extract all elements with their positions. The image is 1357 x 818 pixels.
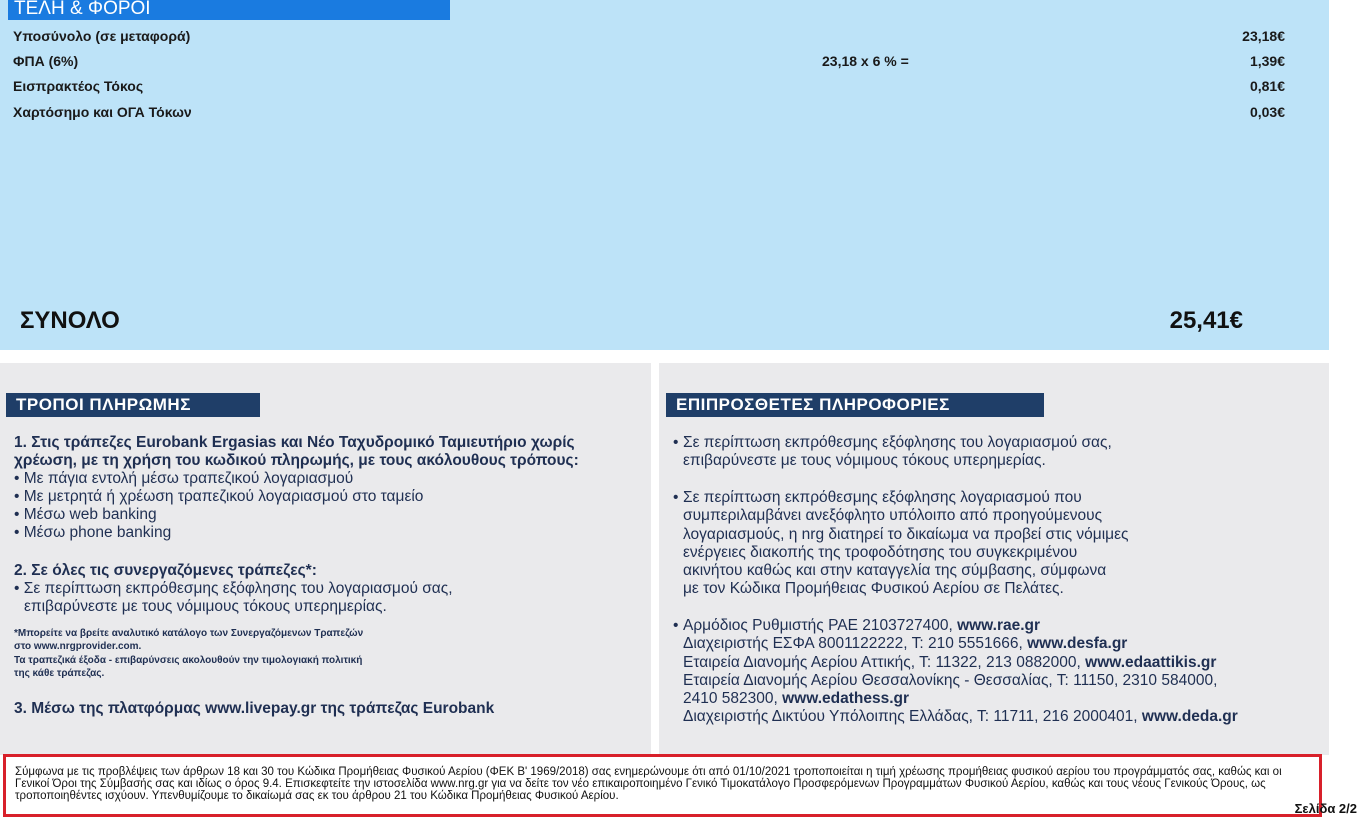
fee-label: Εισπρακτέος Τόκος [13, 78, 144, 94]
payment-s1-item: • Με πάγια εντολή μέσω τραπεζικού λογαριασμού [14, 470, 354, 487]
contact-line: 2410 582300, www.edathess.gr [683, 690, 910, 708]
payment-note-line: της κάθε τράπεζας. [14, 668, 105, 679]
fees-header: ΤΕΛΗ & ΦΟΡΟΙ [8, 0, 450, 20]
contact-line: Διαχειριστής ΕΣΦΑ 8001122222, Τ: 210 5551666, www.desfa.gr [683, 635, 1128, 653]
payment-note-line: Τα τραπεζικά έξοδα - επιβαρύνσεις ακολουθούν την τιμολογιακή πολιτική [14, 655, 363, 666]
fee-calculation: 23,18 x 6 % = [822, 53, 909, 69]
info-line: ακινήτου καθώς και στην καταγγελία της σύμβασης, σύμφωνα [683, 562, 1107, 580]
fee-label: ΦΠΑ (6%) [13, 53, 79, 69]
fee-label: Υποσύνολο (σε μεταφορά) [13, 28, 191, 44]
info-line: συμπεριλαμβάνει ανεξόφλητο υπόλοιπο από προηγούμενους [683, 507, 1103, 525]
payment-s1-item: • Με μετρητά ή χρέωση τραπεζικού λογαριασμού στο ταμείο [14, 488, 424, 505]
contact-link[interactable]: www.rae.gr [957, 617, 1041, 634]
bullet-icon: • [673, 434, 679, 451]
total-amount: 25,41€ [1169, 307, 1243, 334]
payment-note-line: στο www.nrgprovider.com. [14, 641, 142, 652]
fee-row-vat [13, 53, 1285, 73]
contact-line: Διαχειριστής Δικτύου Υπόλοιπης Ελλάδας, Τ: 11711, 216 2000401, www.deda.gr [683, 708, 1238, 726]
payment-s1-line1: 1. Στις τράπεζες Eurobank Ergasias και Νέο Ταχυδρομικό Ταμιευτήριο χωρίς [14, 434, 575, 451]
notice-box [3, 754, 1322, 817]
contact-line: Εταιρεία Διανομής Αερίου Αττικής, Τ: 11322, 213 0882000, www.edaattikis.gr [683, 653, 1217, 671]
info-line: επιβαρύνεστε με τους νόμιμους τόκους υπερημερίας. [683, 452, 1046, 470]
payment-note-line: *Μπορείτε να βρείτε αναλυτικό κατάλογο των Συνεργαζόμενων Τραπεζών [14, 628, 364, 639]
fee-row-interest [13, 78, 1285, 98]
fee-label: Χαρτόσημο και ΟΓΑ Τόκων [13, 104, 192, 120]
additional-info-header: ΕΠΙΠΡΟΣΘΕΤΕΣ ΠΛΗΡΟΦΟΡΙΕΣ [666, 393, 1044, 417]
payment-s3: 3. Μέσω της πλατφόρμας www.livepay.gr της τράπεζας Eurobank [14, 700, 495, 717]
payment-s1-line2: χρέωση, με τη χρήση του κωδικού πληρωμής, με τους ακόλουθους τρόπους: [14, 452, 579, 469]
payment-s1-item: • Μέσω phone banking [14, 524, 172, 541]
contact-line: Αρμόδιος Ρυθμιστής ΡΑΕ 2103727400, www.rae.gr [683, 617, 1041, 634]
fees-section [0, 0, 1329, 350]
payment-methods-panel [0, 363, 651, 755]
info-bullet-2 [673, 489, 1323, 599]
info-line: ενέργειες διακοπής της τροφοδότησης του συγκεκριμένου [683, 543, 1078, 561]
notice-text: Σύμφωνα με τις προβλέψεις των άρθρων 18 και 30 του Κώδικα Προμήθειας Φυσικού Αερίου (ΦΕΚ Β' 1969/2018) σας ενημερώνουμε ότι από 01/10/2021 τροποποιείται η τιμή χρέωσης προμήθειας φυσικού αερίου του προγράμματός σας, καθώς και οι Γενικοί Όροι της Σύμβασής σας και ιδίως ο όρος 9.4. Επισκεφτείτε την ιστοσελίδα www.nrg.gr για να δείτε τον νέο επικαιροποιημένο Γενικό Τιμοκατάλογο Προσφερόμενων Προγραμμάτων Φυσικού Αερίου, καθώς και τους νέους Γενικούς Όρους, ως τροποποιηθέντες ισχύουν. Υπενθυμίζουμε το δικαίωμά σας εκ του άρθρου 21 του Κώδικα Προμήθειας Φυσικού Αερίου. [15, 766, 1282, 802]
contact-link[interactable]: www.desfa.gr [1027, 635, 1128, 653]
contact-link[interactable]: www.deda.gr [1141, 708, 1238, 726]
total-label: ΣΥΝΟΛΟ [20, 307, 120, 334]
info-line: λογαριασμούς, η nrg διατηρεί το δικαίωμα να προβεί στις νόμιμες [683, 525, 1129, 543]
payment-s1-item: • Μέσω web banking [14, 506, 157, 523]
fee-row-stamp-duty [13, 104, 1285, 124]
bullet-icon: • [673, 489, 679, 506]
fee-amount: 23,18€ [1242, 28, 1285, 44]
payment-s2-line2: επιβαρύνεστε με τους νόμιμους τόκους υπερημερίας. [24, 598, 387, 615]
info-line: με τον Κώδικα Προμήθειας Φυσικού Αερίου σε Πελάτες. [683, 580, 1064, 598]
fee-amount: 1,39€ [1249, 53, 1285, 69]
fee-amount: 0,03€ [1249, 104, 1285, 120]
info-line: Σε περίπτωση εκπρόθεσμης εξόφλησης λογαριασμού που [683, 489, 1082, 506]
additional-info-panel [659, 363, 1329, 755]
contact-link[interactable]: www.edathess.gr [782, 690, 910, 708]
info-line: Σε περίπτωση εκπρόθεσμης εξόφλησης του λογαριασμού σας, [683, 434, 1112, 451]
info-bullet-1 [673, 434, 1323, 471]
payment-s2-title: 2. Σε όλες τις συνεργαζόμενες τράπεζες*: [14, 562, 317, 579]
payment-s2-line1: • Σε περίπτωση εκπρόθεσμης εξόφλησης του λογαριασμού σας, [14, 580, 453, 597]
contact-link[interactable]: www.edaattikis.gr [1085, 653, 1217, 671]
info-contacts [673, 617, 1323, 727]
page-number: Σελίδα 2/2 [1294, 801, 1357, 816]
contact-line: Εταιρεία Διανομής Αερίου Θεσσαλονίκης - Θεσσαλίας, Τ: 11150, 2310 584000, [683, 671, 1218, 689]
fee-row-subtotal [13, 28, 1285, 48]
bullet-icon: • [673, 617, 679, 634]
fee-amount: 0,81€ [1249, 78, 1285, 94]
payment-methods-header: ΤΡΟΠΟΙ ΠΛΗΡΩΜΗΣ [6, 393, 260, 417]
